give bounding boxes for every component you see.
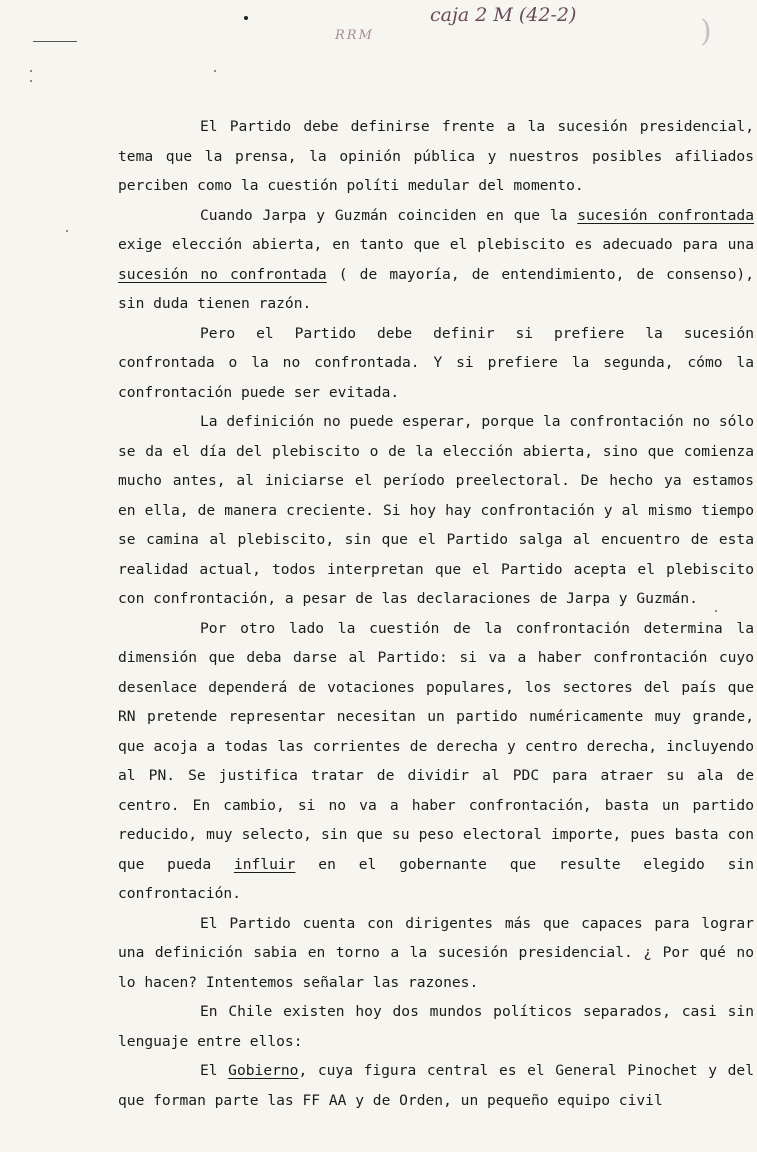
text-run: El Partido cuenta con dirigentes más que capaces para lograr una definición sabia en torno a la sucesión presidencial. ¿ Por qué no lo hacen? Intentemos señalar las razones. (118, 914, 754, 991)
faint-parenthesis-mark: ) (700, 14, 712, 49)
paragraph (118, 407, 754, 614)
paper-speck (214, 70, 216, 72)
text-run: en el gobernante que resulte elegido sin confrontación. (118, 855, 754, 902)
paragraph (118, 614, 754, 909)
handwritten-initials: RRM (335, 28, 374, 43)
margin-speck (30, 80, 32, 82)
text-run: En Chile existen hoy dos mundos políticos separados, casi sin lenguaje entre ellos: (118, 1003, 754, 1050)
margin-speck (30, 70, 32, 72)
text-run: Pero el Partido debe definir si prefiere la sucesión confrontada o la no confrontada. Y si prefiere la segunda, cómo la confrontación puede ser evitada. (118, 324, 754, 401)
handwritten-archive-reference: caja 2 M (42-2) (430, 4, 577, 26)
paragraph (118, 1056, 754, 1115)
underlined-phrase: Gobierno (228, 1062, 299, 1079)
margin-pencil-mark (33, 41, 77, 42)
text-run: exige elección abierta, en tanto que el plebiscito es adecuado para una (118, 236, 754, 253)
text-run: El (200, 1062, 229, 1079)
text-run: El Partido debe definirse frente a la sucesión presidencial, tema que la prensa, la opinión pública y nuestros posibles afiliados perciben como la cuestión políti medular del momento. (118, 118, 754, 194)
text-run: ( de mayoría, de entendimiento, de consenso), sin duda tienen razón. (118, 265, 754, 312)
text-run: Cuando Jarpa y Guzmán coinciden en que la (200, 206, 578, 224)
paragraph (118, 909, 754, 998)
document-body (118, 112, 754, 1115)
text-run: , cuya figura central es el General Pinochet y del que forman parte las FF AA y de Orden, un pequeño equipo civil (118, 1062, 755, 1109)
paragraph (118, 201, 754, 319)
underlined-phrase: sucesión no confrontada (118, 265, 327, 283)
margin-speck (66, 230, 68, 232)
paragraph (118, 112, 754, 201)
ink-dot (244, 16, 248, 20)
underlined-phrase: influir (233, 855, 296, 873)
text-run: La definición no puede esperar, porque la confrontación no sólo se da el día del plebiscito o de la elección abierta, sino que comienza mucho antes, al iniciarse el período preelectoral. De hecho ya estamos en ella, de manera creciente. Si hoy hay confrontación y al mismo tiempo se camina al plebiscito, sin que el Partido salga al encuentro de esta realidad actual, todos interpretan que el Partido acepta el plebiscito con confrontación, a pesar de las declaraciones de Jarpa y Guzmán. (118, 413, 754, 607)
paragraph (118, 997, 754, 1056)
text-run: Por otro lado la cuestión de la confrontación determina la dimensión que deba darse al Partido: si va a haber confrontación cuyo desenlace dependerá de votaciones populares, los sectores del país que RN pretende representar necesitan un partido numéricamente muy grande, que acoja a todas las corrientes de derecha y centro derecha, incluyendo al PN. Se justifica tratar de dividir al PDC para atraer su ala de centro. En cambio, si no va a haber confrontación, basta un partido reducido, muy selecto, sin que su peso electoral importe, pues basta con que pueda (118, 619, 754, 873)
underlined-phrase: sucesión confrontada (577, 206, 754, 224)
paragraph (118, 319, 754, 408)
